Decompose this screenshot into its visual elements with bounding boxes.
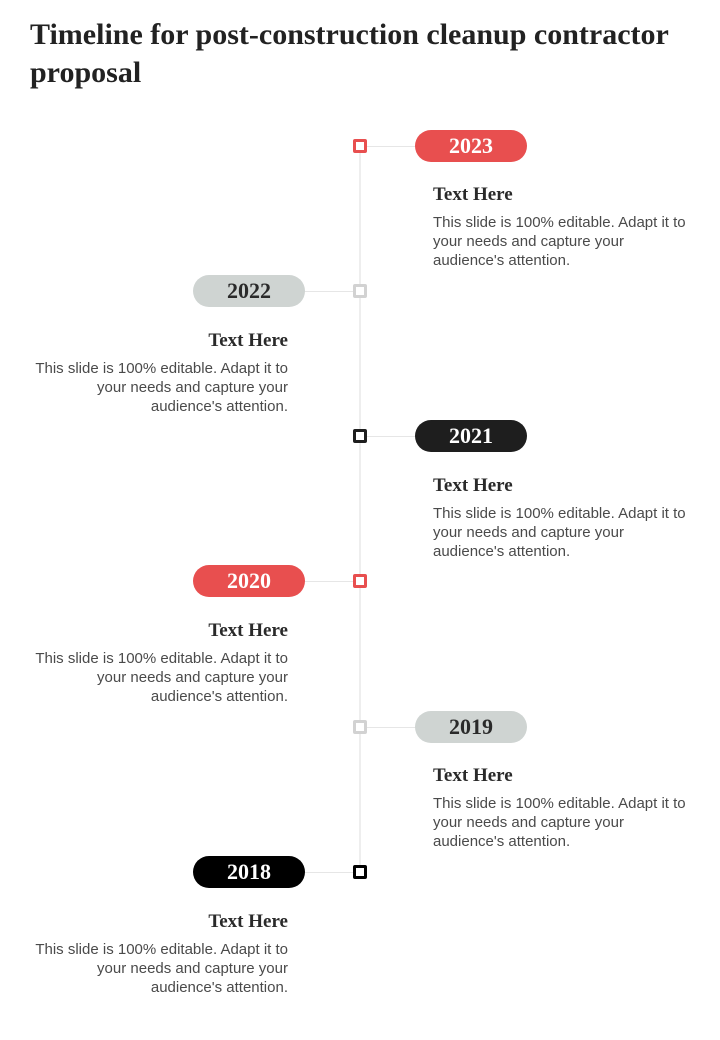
timeline-node-marker bbox=[353, 865, 367, 879]
timeline-node-marker bbox=[353, 139, 367, 153]
timeline-node-marker bbox=[353, 284, 367, 298]
timeline-connector bbox=[366, 146, 416, 147]
entry-description: This slide is 100% editable. Adapt it to your needs and capture your audience's attention. bbox=[35, 650, 288, 705]
entry-heading: Text Here bbox=[208, 330, 288, 351]
entry-description: This slide is 100% editable. Adapt it to your needs and capture your audience's attention. bbox=[35, 941, 288, 996]
entry-heading: Text Here bbox=[433, 475, 513, 496]
timeline-connector bbox=[366, 727, 416, 728]
entry-description: This slide is 100% editable. Adapt it to your needs and capture your audience's attention. bbox=[433, 214, 686, 269]
entry-description: This slide is 100% editable. Adapt it to your needs and capture your audience's attention. bbox=[433, 505, 686, 560]
year-badge: 2018 bbox=[193, 856, 305, 888]
year-badge: 2020 bbox=[193, 565, 305, 597]
entry-heading: Text Here bbox=[433, 765, 513, 786]
entry-description: This slide is 100% editable. Adapt it to your needs and capture your audience's attention. bbox=[433, 795, 686, 850]
timeline-node-marker bbox=[353, 720, 367, 734]
timeline-connector bbox=[366, 436, 416, 437]
timeline-connector bbox=[304, 291, 354, 292]
year-badge: 2022 bbox=[193, 275, 305, 307]
timeline-connector bbox=[304, 581, 354, 582]
entry-heading: Text Here bbox=[208, 911, 288, 932]
entry-description: This slide is 100% editable. Adapt it to your needs and capture your audience's attention. bbox=[35, 360, 288, 415]
timeline-node-marker bbox=[353, 429, 367, 443]
entry-heading: Text Here bbox=[208, 620, 288, 641]
timeline-node-marker bbox=[353, 574, 367, 588]
timeline-axis bbox=[359, 146, 361, 872]
page-title: Timeline for post-construction cleanup contractor proposal bbox=[30, 18, 669, 89]
timeline-connector bbox=[304, 872, 354, 873]
year-badge: 2023 bbox=[415, 130, 527, 162]
entry-heading: Text Here bbox=[433, 184, 513, 205]
year-badge: 2021 bbox=[415, 420, 527, 452]
year-badge: 2019 bbox=[415, 711, 527, 743]
